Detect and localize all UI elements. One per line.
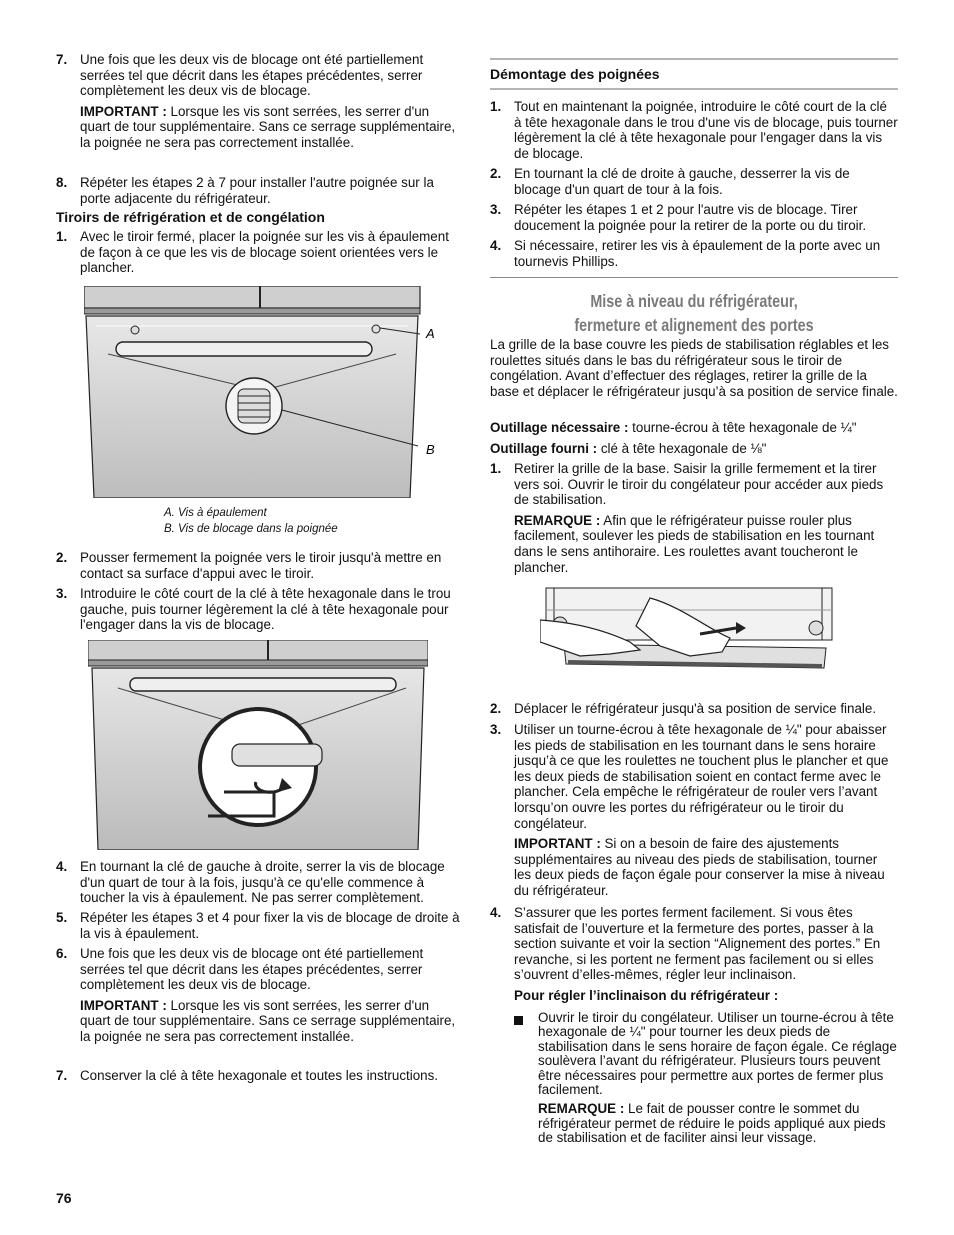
step-number: 1. — [490, 99, 502, 114]
important-note: IMPORTANT : Si on a besoin de faire des ajustements supplémentaires au niveau des pieds de stabilisation, tourner les deux pieds de façon égale pour conserver la mise à niveau du réfrigérateur. — [514, 836, 885, 898]
step-number: 1. — [490, 461, 502, 476]
bullet-item — [490, 1011, 898, 1146]
list-item — [490, 905, 898, 983]
list-item — [56, 229, 462, 276]
page-number: 76 — [56, 1190, 72, 1206]
tilt-heading: Pour régler l’inclinaison du réfrigérateur : — [514, 988, 779, 1003]
list-item — [490, 701, 898, 717]
step-number: 7. — [56, 1068, 68, 1083]
divider — [490, 58, 898, 60]
callout-a: A — [426, 326, 435, 341]
step-text: Déplacer le réfrigérateur jusqu'à sa position de service finale. — [514, 701, 877, 716]
step-number: 5. — [56, 910, 68, 925]
list-item — [56, 586, 462, 633]
step-number: 4. — [490, 238, 502, 253]
list-item — [490, 99, 898, 161]
step-number: 8. — [56, 175, 68, 190]
step-number: 2. — [56, 550, 68, 565]
list-item — [490, 202, 898, 233]
step-text: Utiliser un tourne-écrou à tête hexagonale de ¼" pour abaisser les pieds de stabilisation en les tournant dans le sens horaire jusqu’à ce que les roulettes ne touchent plus le plancher et que les deux pieds de stabilisation soient en contact ferme avec le plancher. Cela empêche le réfrigérateur de rouler vers l’avant lorsqu’on ouvre les portes du réfrigérateur ou le tiroir du congélateur. — [514, 722, 889, 831]
list-item — [56, 175, 462, 206]
important-note: IMPORTANT : Lorsque les vis sont serrées, les serrer d'un quart de tour supplémentaire. Sans ce serrage supplémentaire, la poignée ne sera pas correctement installée. — [80, 997, 456, 1044]
step-text: S’assurer que les portes ferment facilement. Si vous êtes satisfait de l’ouverture et la fermeture des portes, passer à la section suivante et voir la section “Alignement des portes.” En revanche, si les portent ne ferment pas facilement ou si elles s’ouvrent d’elles-mêmes, régler leur inclinaison. — [514, 905, 881, 983]
step-number: 3. — [490, 202, 502, 217]
list-item — [56, 550, 462, 581]
step-text: Conserver la clé à tête hexagonale et toutes les instructions. — [80, 1068, 439, 1083]
step-text: Répéter les étapes 1 et 2 pour l'autre vis de blocage. Tirer doucement la poignée pour la retirer de la porte ou du tiroir. — [514, 202, 867, 233]
figure-caption — [164, 505, 338, 537]
list-item — [490, 722, 898, 899]
base-grille-figure — [540, 586, 836, 682]
important-note: IMPORTANT : Lorsque les vis sont serrées, les serrer d'un quart de tour supplémentaire. Sans ce serrage supplémentaire, la poignée ne sera pas correctement installée. — [80, 103, 456, 150]
step-text: Une fois que les deux vis de blocage ont été partiellement serrées tel que décrit dans les étapes précédentes, serrer complètement les deux vis de blocage. — [80, 52, 424, 99]
list-item — [56, 1068, 462, 1084]
list-item — [56, 859, 462, 906]
step-number: 2. — [490, 701, 502, 716]
drawer-handle-figure — [84, 286, 464, 498]
step-text: En tournant la clé de gauche à droite, serrer la vis de blocage d'un quart de tour à la fois, jusqu'à ce qu'elle commence à toucher la vis à épaulement. Ne pas serrer complètement. — [80, 859, 445, 906]
step-number: 7. — [56, 52, 68, 67]
step-text: En tournant la clé de droite à gauche, desserrer la vis de blocage d'un quart de tour à la fois. — [514, 166, 850, 197]
list-item — [490, 166, 898, 197]
step-text: Retirer la grille de la base. Saisir la grille fermement et la tirer vers soi. Ouvrir le tiroir du congélateur pour accéder aux pieds de stabilisation. — [514, 461, 884, 508]
step-text: Répéter les étapes 2 à 7 pour installer l'autre poignée sur la porte adjacente du réfrigérateur. — [80, 175, 434, 206]
intro-paragraph: La grille de la base couvre les pieds de stabilisation réglables et les roulettes situés dans le bas du réfrigérateur sous le tiroir de congélation. Avant d’effectuer des réglages, retirer la grille de la base et déplacer le réfrigérateur jusqu’à sa position de service finale. — [490, 337, 898, 399]
caption-a: A. Vis à épaulement — [164, 507, 267, 519]
tools-supplied: Outillage fourni : clé à tête hexagonale de ⅛" — [490, 441, 767, 456]
step-text: Une fois que les deux vis de blocage ont été partiellement serrées tel que décrit dans les étapes précédentes, serrer complètement les deux vis de blocage. — [80, 946, 424, 993]
tools-needed: Outillage nécessaire : tourne-écrou à tête hexagonale de ¼" — [490, 420, 857, 435]
step-number: 3. — [490, 722, 502, 737]
step-text: Tout en maintenant la poignée, introduire le côté court de la clé à tête hexagonale dans le trou d'une vis de blocage, puis tourner légèrement la clé à tête hexagonale pour l'engager dans la vis de blocage. — [514, 99, 898, 161]
divider — [490, 277, 898, 278]
bullet-text: Ouvrir le tiroir du congélateur. Utiliser un tourne-écrou à tête hexagonale de ¼" pour tourner les deux pieds de stabilisation dans le sens horaire de façon égale. Ce réglage soulèvera l’avant du réfrigérateur. Plusieurs tours peuvent être nécessaires pour permettre aux portes de fermer plus facilement. — [538, 1010, 897, 1098]
note: REMARQUE : Le fait de pousser contre le sommet du réfrigérateur permet de réduire le poids appliqué aux pieds de stabilisation et de faciliter ainsi leur vissage. — [538, 1101, 886, 1146]
step-text: Pousser fermement la poignée vers le tiroir jusqu'à mettre en contact sa surface d'appui avec le tiroir. — [80, 550, 442, 581]
step-text: Si nécessaire, retirer les vis à épaulement de la porte avec un tournevis Phillips. — [514, 238, 881, 269]
step-number: 2. — [490, 166, 502, 181]
step-number: 6. — [56, 946, 68, 961]
section-title: Mise à niveau du réfrigérateur, fermeture et alignement des portes — [574, 291, 814, 335]
callout-b: B — [426, 442, 435, 457]
caption-b: B. Vis de blocage dans la poignée — [164, 523, 338, 535]
step-number: 3. — [56, 586, 68, 601]
list-item — [56, 946, 462, 1045]
step-number: 1. — [56, 229, 68, 244]
bullet-square-icon — [514, 1016, 523, 1025]
divider — [490, 88, 898, 90]
removal-heading: Démontage des poignées — [490, 66, 660, 82]
step-text: Introduire le côté court de la clé à tête hexagonale dans le trou gauche, puis tourner légèrement la clé à tête hexagonale pour l'engager dans la vis de blocage. — [80, 586, 451, 633]
hex-key-figure — [88, 640, 428, 850]
list-item — [56, 910, 462, 941]
note: REMARQUE : Afin que le réfrigérateur puisse rouler plus facilement, soulever les pieds de stabilisation en les tournant dans le sens antihoraire. Les roulettes avant toucheront le plancher. — [514, 512, 875, 575]
step-number: 4. — [56, 859, 68, 874]
step-number: 4. — [490, 905, 502, 920]
list-item — [490, 461, 898, 575]
drawer-heading: Tiroirs de réfrigération et de congélation — [56, 209, 325, 225]
step-text: Avec le tiroir fermé, placer la poignée sur les vis à épaulement de façon à ce que les vis de blocage soient orientées vers le plancher. — [80, 229, 449, 276]
list-item — [490, 238, 898, 269]
step-text: Répéter les étapes 3 et 4 pour fixer la vis de blocage de droite à la vis à épaulement. — [80, 910, 460, 941]
list-item — [56, 52, 462, 151]
